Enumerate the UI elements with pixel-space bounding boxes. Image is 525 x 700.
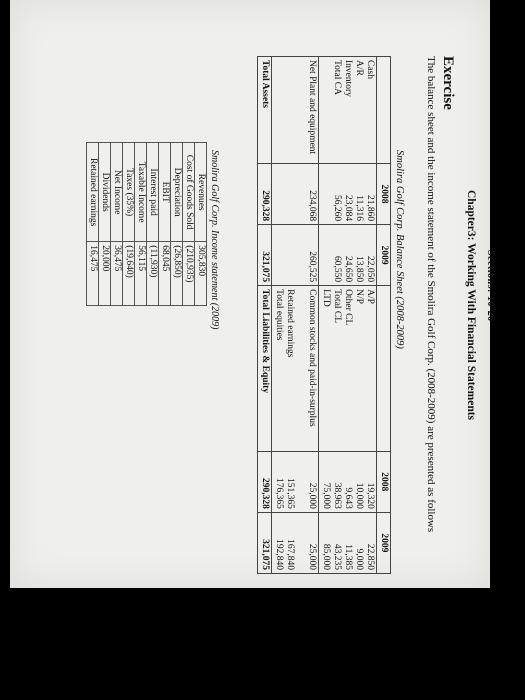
- liability-label: Other CL: [343, 289, 353, 326]
- income-statement-table: [86, 142, 207, 306]
- value-cell: 38,963: [332, 482, 342, 509]
- total-liab-equity-label: Total Liabilities & Equity: [258, 286, 272, 452]
- table-row: [258, 57, 272, 574]
- is-label: Taxable Income: [135, 143, 147, 242]
- total-liab-equity-2009: 321,075: [258, 512, 272, 573]
- table-row: [123, 143, 135, 306]
- equity-values-2008: [272, 451, 319, 512]
- is-label: Taxes (35%): [123, 143, 135, 242]
- value-cell: 151,365: [285, 477, 295, 509]
- header-year-2009: 2009: [377, 225, 391, 286]
- value-cell: 13,850: [354, 256, 364, 283]
- table-row: [377, 57, 391, 574]
- asset-label: Total CA: [332, 60, 342, 95]
- table-row: [159, 143, 171, 306]
- liability-label: LTD: [321, 289, 331, 307]
- is-label: EBIT: [159, 143, 171, 242]
- is-label: Net Income: [111, 143, 123, 242]
- asset-values-2008: [319, 163, 377, 224]
- value-cell: 43,235: [332, 543, 342, 570]
- value-cell: 56,260: [332, 194, 342, 222]
- table-row: [319, 57, 377, 574]
- is-label: Interest paid: [147, 143, 159, 242]
- income-statement-title: Smolira Golf Corp. Income statement (2009): [209, 150, 220, 330]
- total-assets-2009: 321,075: [258, 225, 272, 286]
- table-row: [195, 143, 207, 306]
- table-row: [147, 143, 159, 306]
- exercise-intro: The balance sheet and the income statement of the Smolira Golf Corp. (2008-2009) are presented as follows: [425, 56, 437, 533]
- value-cell: 21,860: [365, 194, 375, 222]
- header-year-2008: 2008: [377, 451, 391, 512]
- chapter-title: Chapter3: Working With Financial Statements: [465, 190, 477, 421]
- total-assets-2008: 290,328: [258, 163, 272, 224]
- equity-label: Retained earnings: [285, 289, 295, 358]
- value-cell: 23,084: [343, 194, 353, 222]
- total-assets-label: Total Assets: [258, 57, 272, 164]
- value-cell: 9,643: [343, 487, 353, 509]
- asset-label: Inventory: [343, 60, 353, 97]
- is-label: Dividends: [99, 143, 111, 242]
- liability-label: Total CL: [332, 289, 342, 324]
- npe-2008: 234,068: [272, 163, 319, 224]
- is-value: (210,935): [183, 242, 195, 306]
- is-value: 305,830: [195, 242, 207, 306]
- is-value: 68,045: [159, 242, 171, 306]
- is-value: 56,115: [135, 242, 147, 306]
- document-page: [10, 0, 496, 588]
- npe-label: Net Plant and equipment: [272, 57, 319, 164]
- npe-2009: 260,525: [272, 225, 319, 286]
- header-cell: [377, 286, 391, 452]
- is-label: Retained earnings: [87, 143, 99, 242]
- is-label: Cost of Goods Sold: [183, 143, 195, 242]
- value-cell: 19,320: [365, 482, 375, 509]
- equity-label: Total equities: [274, 289, 284, 341]
- value-cell: 75,000: [321, 482, 331, 509]
- equity-label: Common stocks and paid-in-surplus: [307, 289, 317, 427]
- value-cell: 22,850: [365, 543, 375, 570]
- table-row: [135, 143, 147, 306]
- liability-label: A/P: [365, 289, 375, 304]
- value-cell: 10,000: [354, 482, 364, 509]
- liability-values-2008: [319, 451, 377, 512]
- section-heading: Sections: 10-20: [485, 250, 496, 322]
- value-cell: 85,000: [321, 543, 331, 570]
- asset-label: Cash: [365, 60, 375, 79]
- value-cell: 11,316: [354, 195, 364, 222]
- table-row: [272, 57, 319, 574]
- balance-sheet-table: [257, 56, 391, 574]
- equity-values-2009: [272, 512, 319, 573]
- is-label: Depreciation: [171, 143, 183, 242]
- value-cell: 24,650: [343, 256, 353, 283]
- is-value: (11,930): [147, 242, 159, 306]
- is-label: Revenues: [195, 143, 207, 242]
- liability-labels: [319, 286, 377, 452]
- is-value: (26,850): [171, 242, 183, 306]
- header-year-2009: 2009: [377, 512, 391, 573]
- is-value: 16,475: [87, 242, 99, 306]
- is-value: 36,475: [111, 242, 123, 306]
- value-cell: 192,840: [274, 539, 284, 570]
- table-row: [99, 143, 111, 306]
- value-cell: 25,000: [307, 482, 317, 509]
- table-row: [87, 143, 99, 306]
- balance-sheet-title: Smolira Golf Corp. Balance Sheet (2008-2009): [394, 150, 405, 349]
- header-year-2008: 2008: [377, 163, 391, 224]
- asset-labels: [319, 57, 377, 164]
- value-cell: 25,000: [307, 543, 317, 570]
- liability-label: N/P: [354, 289, 364, 304]
- asset-values-2009: [319, 225, 377, 286]
- header-cell: [377, 57, 391, 164]
- value-cell: 9,000: [354, 548, 364, 570]
- table-row: [171, 143, 183, 306]
- liability-values-2009: [319, 512, 377, 573]
- asset-label: A/R: [354, 60, 364, 76]
- equity-labels: [272, 286, 319, 452]
- table-row: [111, 143, 123, 306]
- is-value: 20,000: [99, 242, 111, 306]
- is-value: (19,640): [123, 242, 135, 306]
- table-row: [183, 143, 195, 306]
- exercise-title: Exercise: [440, 56, 456, 110]
- total-liab-equity-2008: 290,328: [258, 451, 272, 512]
- rotated-content: [10, 0, 496, 588]
- value-cell: 60,550: [332, 256, 342, 283]
- value-cell: 167,840: [285, 539, 295, 570]
- value-cell: 176,365: [274, 477, 284, 509]
- value-cell: 11,385: [343, 544, 353, 570]
- value-cell: 22,050: [365, 256, 375, 283]
